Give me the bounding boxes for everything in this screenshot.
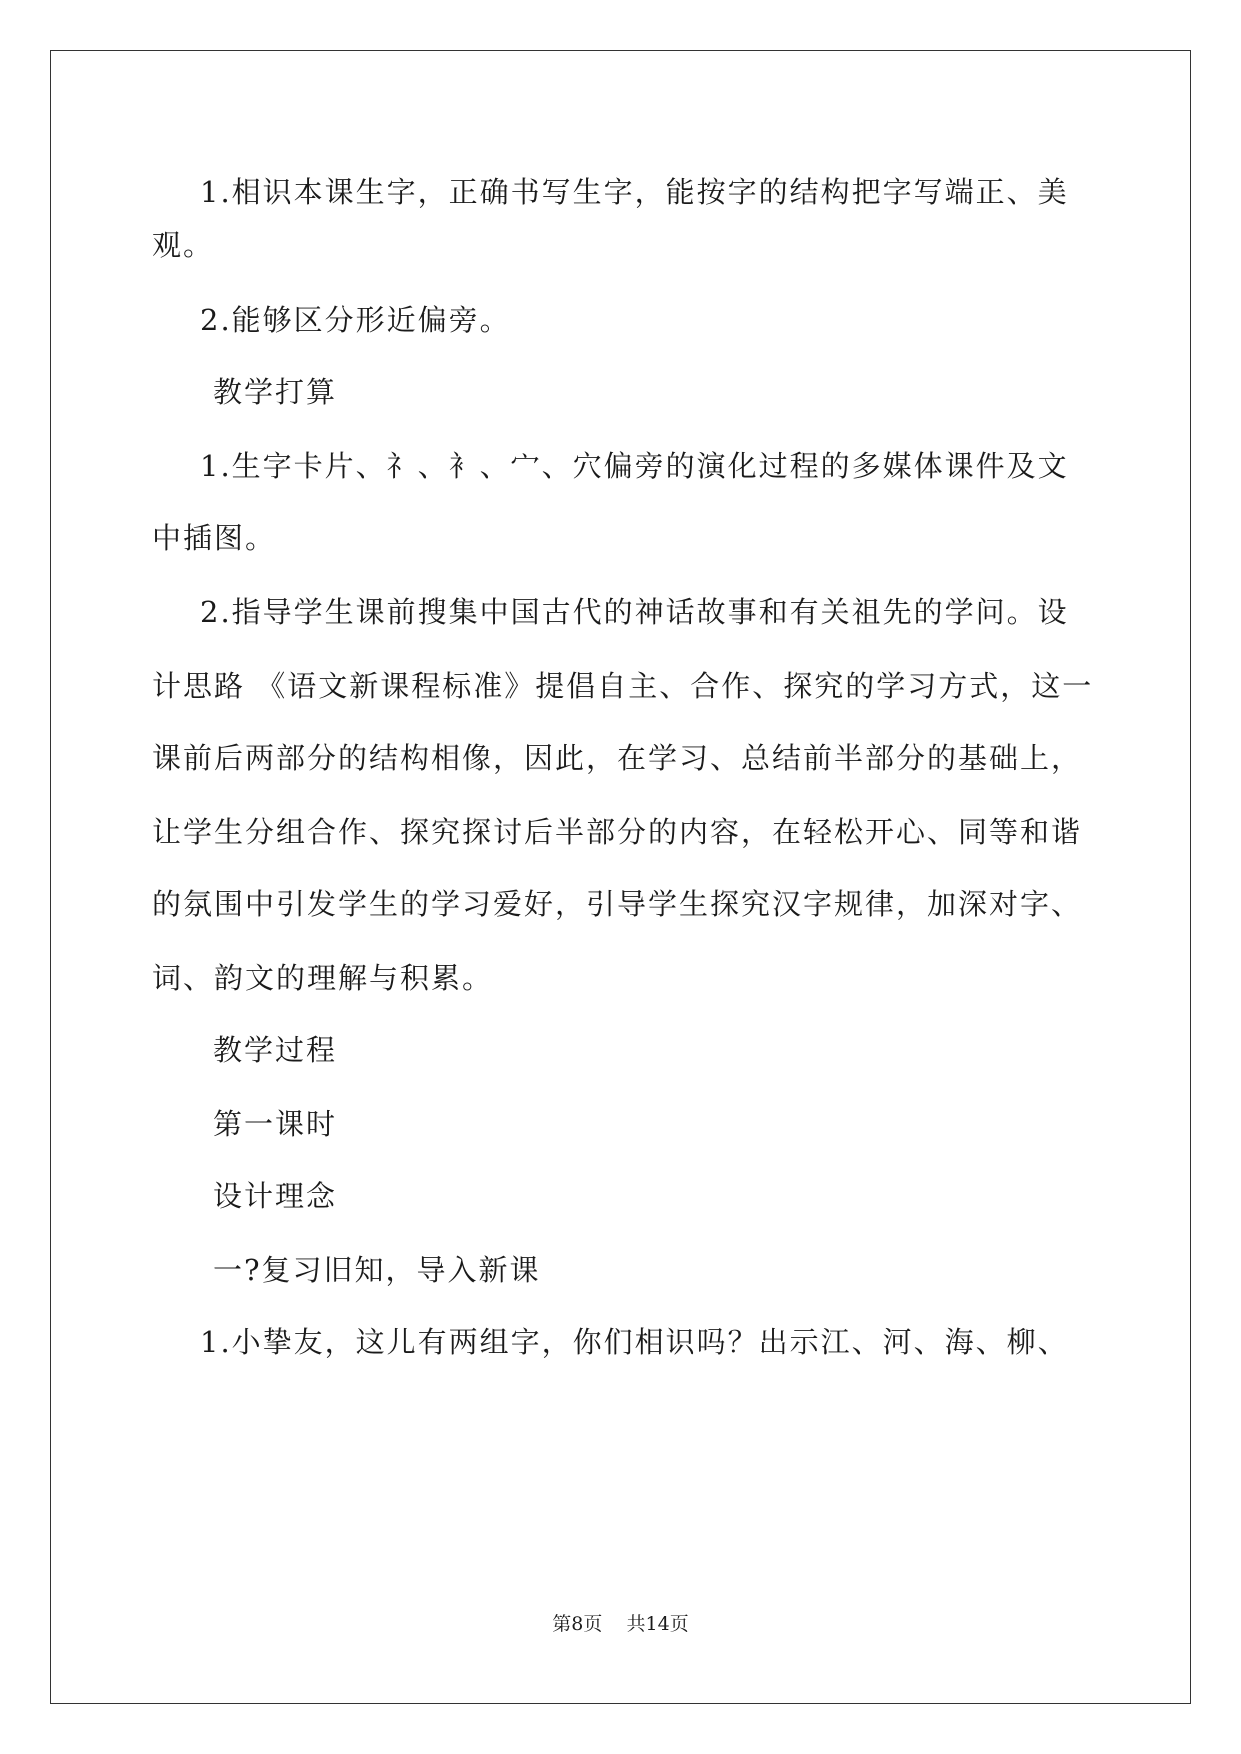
paragraph-line: 1.相识本课生字，正确书写生字，能按字的结构把字写端正、美	[200, 175, 1069, 209]
paragraph-line: 中插图。	[152, 521, 277, 555]
paragraph-line: 课前后两部分的结构相像，因此，在学习、总结前半部分的基础上，	[152, 741, 1083, 775]
section-heading: 设计理念	[213, 1179, 338, 1213]
paragraph-line: 1.小挚友，这儿有两组字，你们相识吗？出示江、河、海、柳、	[200, 1325, 1069, 1359]
paragraph-line: 2.指导学生课前搜集中国古代的神话故事和有关祖先的学问。设	[200, 595, 1069, 629]
paragraph-line: 让学生分组合作、探究探讨后半部分的内容，在轻松开心、同等和谐	[152, 815, 1083, 849]
paragraph-line: 的氛围中引发学生的学习爱好，引导学生探究汉字规律，加深对字、	[152, 887, 1083, 921]
section-heading: 教学过程	[213, 1033, 338, 1067]
paragraph-line: 1.生字卡片、礻、衤、宀、穴偏旁的演化过程的多媒体课件及文	[200, 449, 1069, 483]
section-heading: 一?复习旧知，导入新课	[213, 1253, 541, 1287]
paragraph-line: 词、韵文的理解与积累。	[152, 961, 494, 995]
section-heading: 教学打算	[213, 375, 338, 409]
paragraph-line: 观。	[152, 228, 215, 262]
page-border	[50, 50, 1191, 1704]
paragraph-line: 2.能够区分形近偏旁。	[200, 303, 511, 337]
page-number-footer: 第8页 共14页	[552, 1613, 689, 1635]
paragraph-line: 计思路 《语文新课程标准》提倡自主、合作、探究的学习方式，这一	[152, 669, 1094, 703]
section-heading: 第一课时	[213, 1107, 338, 1141]
